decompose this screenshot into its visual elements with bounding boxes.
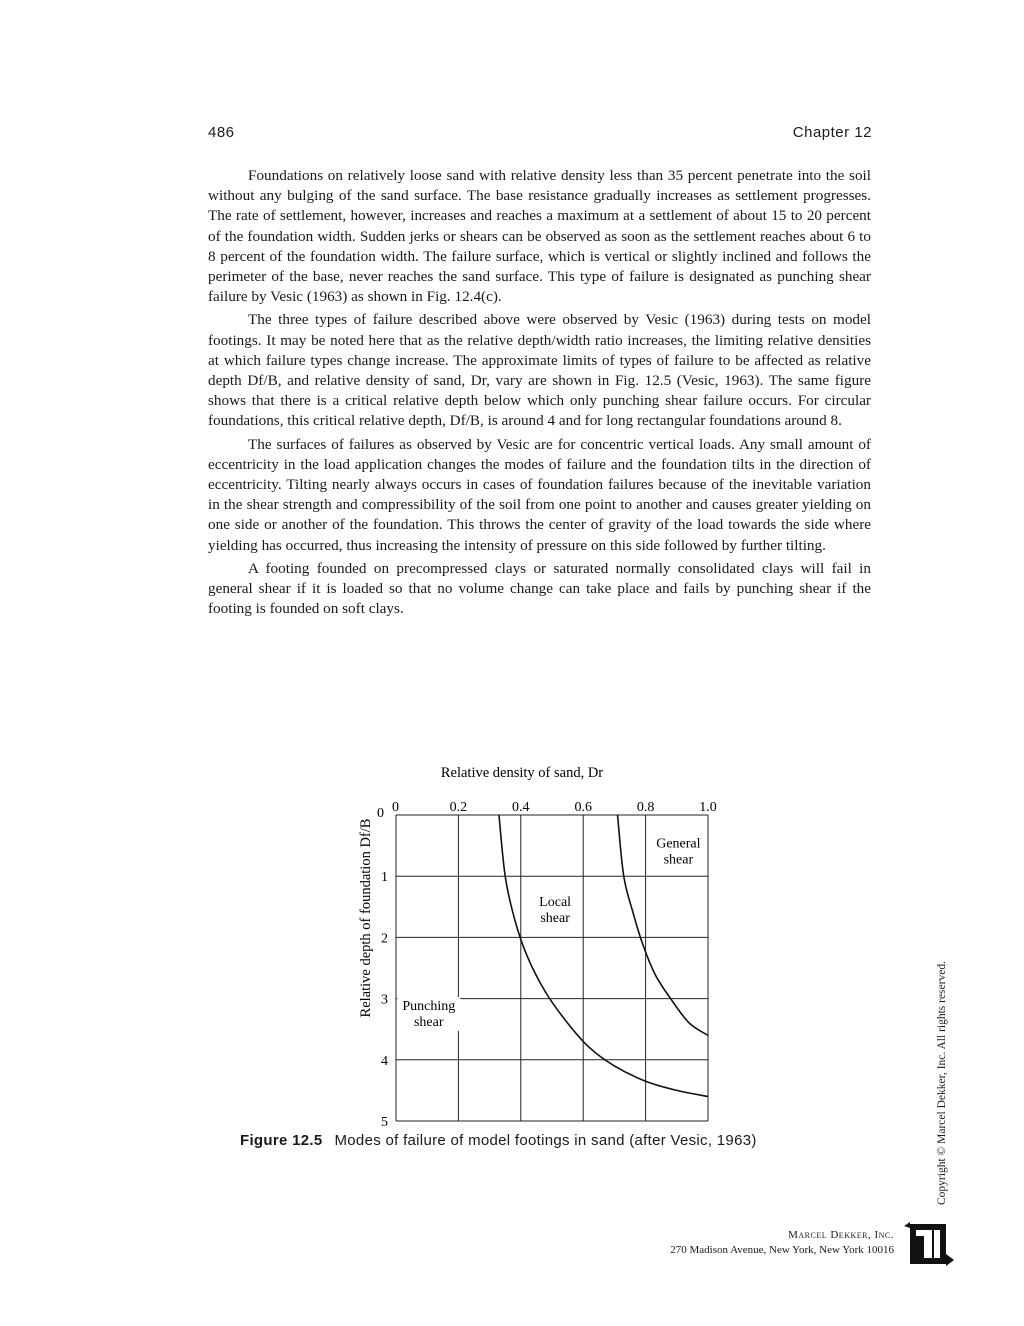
y-tick-label: 5 [381, 1115, 388, 1130]
x-tick-label: 0.8 [636, 800, 655, 815]
page-number: 486 [208, 124, 235, 141]
y-tick-label: 4 [381, 1053, 388, 1069]
body-text [208, 166, 871, 622]
chart-svg [340, 755, 740, 1130]
x-tick-label: 0 [392, 800, 399, 815]
paragraph: The three types of failure described above were observed by Vesic (1963) during tests on model footings. It may be noted here that as the relative depth/width ratio increases, the limiting relative densities at which failure types change increase. The approximate limits of types of failure to be affected as relative depth Df/B, and relative density of sand, Dr, vary are shown in Fig. 12.5 (Vesic, 1963). The same figure shows that there is a critical relative depth below which only punching shear failure occurs. For circular foundations, this critical relative depth, Df/B, is around 4 and for long rectangular foundations around 8. [208, 311, 871, 430]
chapter-heading: Chapter 12 [792, 124, 872, 141]
y-axis-label: Relative depth of foundation Df/B [358, 818, 374, 1018]
region-label-line: Punching [402, 998, 456, 1014]
y-tick-label: 3 [381, 992, 388, 1008]
x-tick-label: 0.4 [512, 800, 530, 815]
region-label-line: shear [663, 852, 694, 868]
region-label-line: shear [413, 1014, 444, 1030]
region-label-line: shear [540, 910, 570, 926]
figure-chart [340, 755, 740, 1130]
origin-label: 0 [377, 806, 384, 821]
paragraph: Foundations on relatively loose sand with relative density less than 35 percent penetrate into the soil without any bulging of the sand surface. The base resistance gradually increases as settlement progresses. The rate of settlement, however, increases and reaches a maximum at a settlement of about 15 to 20 percent of the foundation width. Sudden jerks or shears can be observed as soon as the settlement reaches about 6 to 8 percent of the foundation width. The failure surface, which is vertical or slightly inclined and follows the perimeter of the base, never reaches the sand surface. This type of failure is designated as punching shear failure by Vesic (1963) as shown in Fig. 12.4(c). [208, 167, 871, 306]
y-tick-label: 2 [381, 931, 388, 947]
y-tick-label: 1 [381, 870, 388, 886]
region-label-line: Local [539, 894, 572, 910]
paragraph: A footing founded on precompressed clays or saturated normally consolidated clays will fail in general shear if it is loaded so that no volume change can take place and fails by punching shear if the footing is founded on soft clays. [208, 559, 871, 618]
x-tick-label: 0.2 [449, 800, 468, 815]
x-tick-label: 1.0 [699, 800, 717, 815]
x-tick-label: 0.6 [574, 800, 592, 815]
paragraph: The surfaces of failures as observed by Vesic are for concentric vertical loads. Any small amount of eccentricity in the load application changes the modes of failure and the foundation tilts in the direction of eccentricity. Tilting nearly always occurs in cases of foundation failures because of the inevitable variation in the shear strength and compressibility of the soil from one point to another and causes greater yielding on one side or another of the foundation. This throws the center of gravity of the load towards the side where yielding has occurred, thus increasing the intensity of pressure on this side followed by further tilting. [208, 435, 871, 554]
region-label [539, 895, 571, 926]
figure-caption [240, 1132, 757, 1149]
publisher-logo-icon [902, 1222, 954, 1268]
x-axis-label: Relative density of sand, Dr [440, 765, 604, 781]
figure-caption-text: Modes of failure of model footings in sand (after Vesic, 1963) [334, 1132, 757, 1149]
region-label-line: General [656, 836, 701, 852]
copyright-notice: Copyright © Marcel Dekker, Inc. All rights reserved. [936, 961, 948, 1205]
publisher-name: Marcel Dekker, Inc. [788, 1229, 894, 1241]
figure-number: Figure 12.5 [240, 1132, 323, 1149]
publisher-block [670, 1228, 894, 1258]
publisher-address: 270 Madison Avenue, New York, New York 10016 [670, 1244, 894, 1256]
